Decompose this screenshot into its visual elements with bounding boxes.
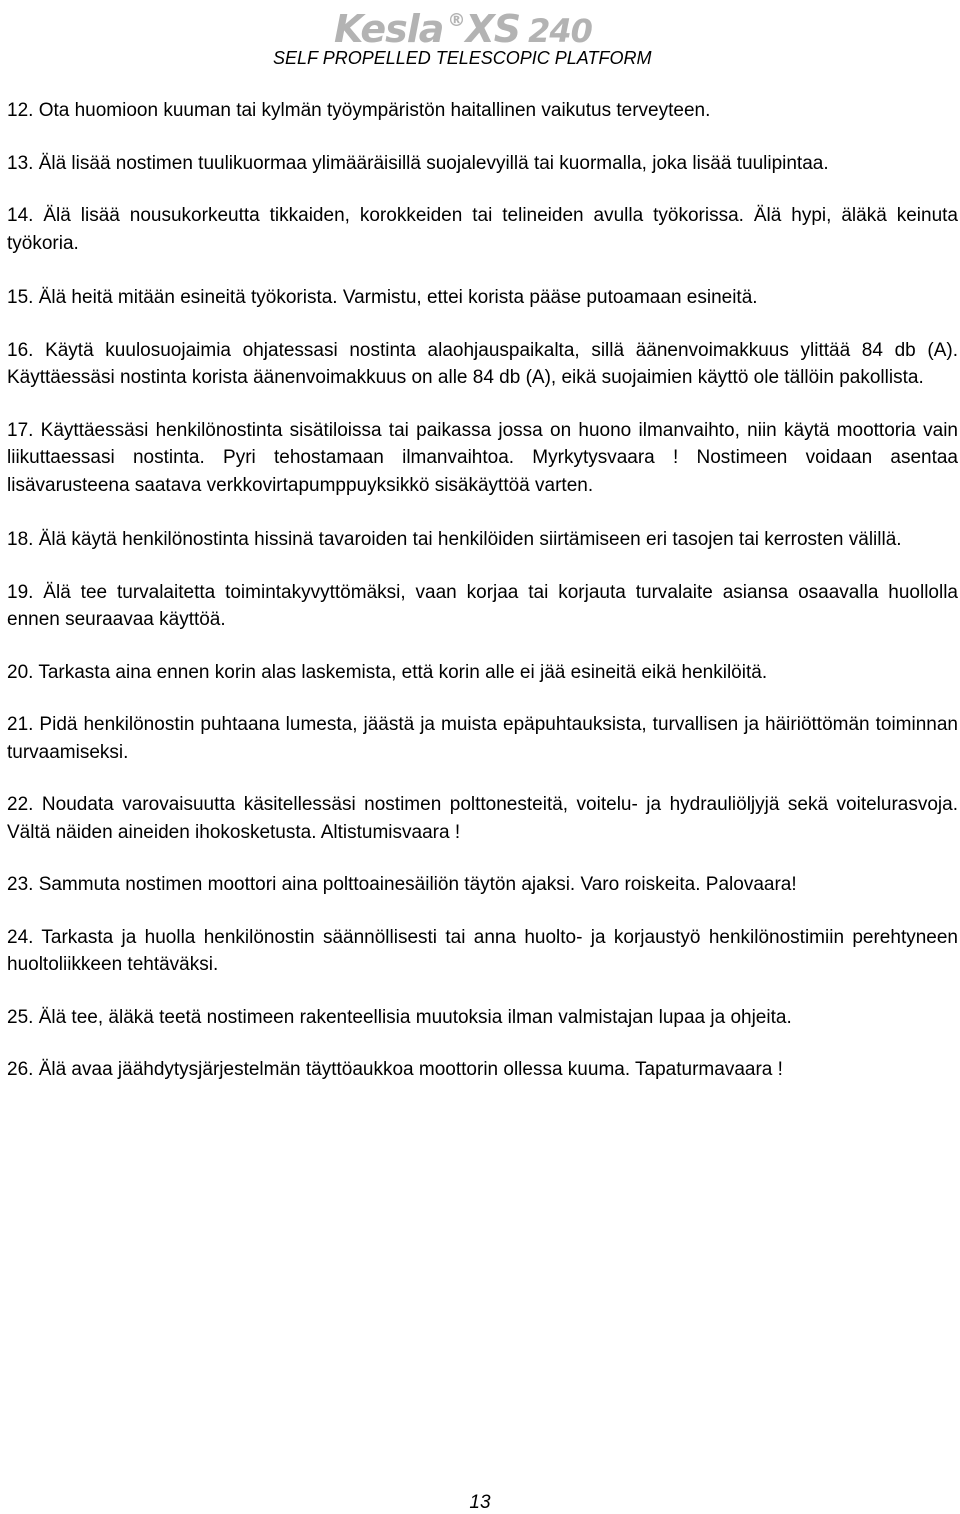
instruction-14: 14. Älä lisää nousukorkeutta tikkaiden, korokkeiden tai telineiden avulla työkorissa. Älä hypi, äläkä keinuta työkoria. bbox=[7, 205, 958, 254]
header-subtitle: SELF PROPELLED TELESCOPIC PLATFORM bbox=[273, 48, 652, 68]
instruction-15: 15. Älä heitä mitään esineitä työkorista. Varmistu, ettei korista pääse putoamaan esineitä. bbox=[7, 287, 758, 308]
instruction-25: 25. Älä tee, äläkä teetä nostimeen rakenteellisia muutoksia ilman valmistajan lupaa ja ohjeita. bbox=[7, 1006, 792, 1028]
page-header bbox=[0, 0, 960, 80]
instruction-13: 13. Älä lisää nostimen tuulikuormaa ylimääräisillä suojalevyillä tai kuormalla, joka lisää tuulipintaa. bbox=[7, 152, 829, 174]
instruction-12: 12. Ota huomioon kuuman tai kylmän työympäristön haitallinen vaikutus terveyteen. bbox=[7, 100, 711, 121]
instruction-16: 16. Käytä kuulosuojaimia ohjatessasi nostinta alaohjauspaikalta, sillä äänenvoimakkuus ylittää 84 db (A). Käyttäessäsi nostinta korista äänenvoimakkuus on alle 84 db (A), eikä suojaimien käyttö ole tällöin pakollista. bbox=[7, 339, 958, 388]
instruction-24: 24. Tarkasta ja huolla henkilönostin säännöllisesti tai anna huolto- ja korjaustyö henkilönostimiin perehtyneen huoltoliikkeen tehtäväksi. bbox=[7, 926, 958, 975]
logo-brand: Kesla bbox=[334, 7, 444, 51]
instruction-26: 26. Älä avaa jäähdytysjärjestelmän täyttöaukkoa moottorin ollessa kuuma. Tapaturmavaara ! bbox=[7, 1059, 783, 1080]
page-number: 13 bbox=[469, 1492, 491, 1513]
instruction-22: 22. Noudata varovaisuutta käsitellessäsi nostimen polttonesteitä, voitelu- ja hydrauliöljyjä sekä voitelurasvoja. Vältä näiden aineiden ihokosketusta. Altistumisvaara ! bbox=[7, 794, 958, 843]
logo-model: XS bbox=[465, 7, 521, 51]
instruction-18: 18. Älä käytä henkilönostinta hissinä tavaroiden tai henkilöiden siirtämiseen eri tasojen tai kerrosten välillä. bbox=[7, 529, 902, 550]
instruction-20: 20. Tarkasta aina ennen korin alas laskemista, että korin alle ei jää esineitä eikä henkilöitä. bbox=[7, 661, 768, 683]
logo-registered-mark: ® bbox=[447, 10, 465, 31]
safety-instructions-list bbox=[7, 97, 958, 1084]
instruction-19: 19. Älä tee turvalaitetta toimintakyvyttömäksi, vaan korjaa tai korjauta turvalaite asiansa osaavalla huollolla ennen seuraavaa käyttöä. bbox=[7, 581, 958, 630]
kesla-logo bbox=[334, 0, 592, 51]
instruction-21: 21. Pidä henkilönostin puhtaana lumesta, jäästä ja muista epäpuhtauksista, turvallisen ja häiriöttömän toiminnan turvaamiseksi. bbox=[7, 714, 958, 763]
logo-model-number: 240 bbox=[528, 12, 592, 50]
instruction-23: 23. Sammuta nostimen moottori aina polttoainesäiliön täytön ajaksi. Varo roiskeita. Palovaara! bbox=[7, 874, 797, 895]
instruction-17: 17. Käyttäessäsi henkilönostinta sisätiloissa tai paikassa jossa on huono ilmanvaihto, niin käytä moottoria vain liikuttaessasi nostinta. Pyri tehostamaan ilmanvaihtoa. Myrkytysvaara ! Nostimeen voidaan asentaa lisävarusteena saatava verkkovirtapumppuyksikkö sisäkäyttöä varten. bbox=[7, 419, 958, 496]
